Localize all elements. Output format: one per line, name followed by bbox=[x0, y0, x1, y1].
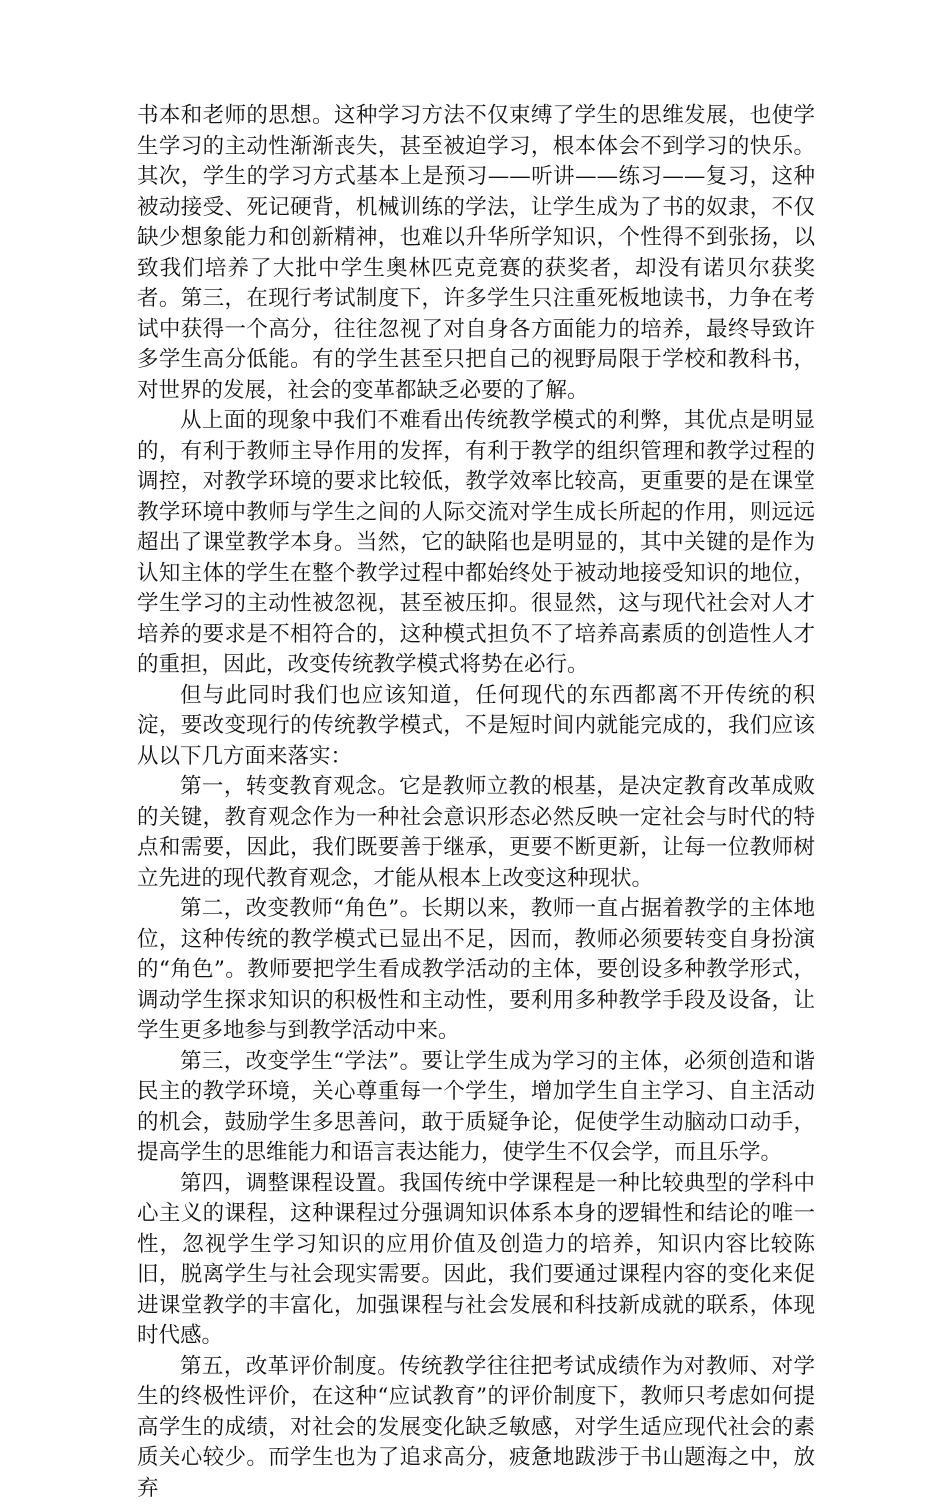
paragraph-traditional-model-analysis: 从上面的现象中我们不难看出传统教学模式的利弊，其优点是明显的，有利于教师主导作用的发挥，有利于教学的组织管理和教学过程的调控，对教学环境的要求比较低，教学效率比较高，更重要的是在课堂教学环境中教师与学生之间的人际交流对学生成长所起的作用，则远远超出了课堂教学本身。当然，它的缺陷也是明显的，其中关键的是作为认知主体的学生在整个教学过程中都始终处于被动地接受知识的地位，学生学习的主动性被忽视，甚至被压抑。很显然，这与现代社会对人才培养的要求是不相符合的，这种模式担负不了培养高素质的创造性人才的重担，因此，改变传统教学模式将势在必行。 bbox=[137, 406, 815, 681]
document-page bbox=[137, 101, 815, 1504]
paragraph-continuation: 书本和老师的思想。这种学习方法不仅束缚了学生的思维发展，也使学生学习的主动性渐渐丧失，甚至被迫学习，根本体会不到学习的快乐。其次，学生的学习方式基本上是预习——听讲——练习——复习，这种被动接受、死记硬背，机械训练的学法，让学生成为了书的奴隶，不仅缺少想象能力和创新精神，也难以升华所学知识，个性得不到张扬，以致我们培养了大批中学生奥林匹克竞赛的获奖者，却没有诺贝尔获奖者。第三，在现行考试制度下，许多学生只注重死板地读书，力争在考试中获得一个高分，往往忽视了对自身各方面能力的培养，最终导致许多学生高分低能。有的学生甚至只把自己的视野局限于学校和教科书，对世界的发展，社会的变革都缺乏必要的了解。 bbox=[137, 101, 815, 406]
paragraph-point-4: 第四，调整课程设置。我国传统中学课程是一种比较典型的学科中心主义的课程，这种课程过分强调知识体系本身的逻辑性和结论的唯一性，忽视学生学习知识的应用价值及创造力的培养，知识内容比较陈旧，脱离学生与社会现实需要。因此，我们要通过课程内容的变化来促进课堂教学的丰富化，加强课程与社会发展和科技新成就的联系，体现时代感。 bbox=[137, 1169, 815, 1352]
paragraph-point-2: 第二，改变教师“角色”。长期以来，教师一直占据着教学的主体地位，这种传统的教学模式已显出不足，因而，教师必须要转变自身扮演的“角色”。教师要把学生看成教学活动的主体，要创设多种教学形式，调动学生探求知识的积极性和主动性，要利用多种教学手段及设备，让学生更多地参与到教学活动中来。 bbox=[137, 894, 815, 1047]
paragraph-point-5: 第五，改革评价制度。传统教学往往把考试成绩作为对教师、对学生的终极性评价，在这种“应试教育”的评价制度下，教师只考虑如何提高学生的成绩，对社会的发展变化缺乏敏感，对学生适应现代社会的素质关心较少。而学生也为了追求高分，疲惫地跋涉于书山题海之中，放弃 bbox=[137, 1352, 815, 1504]
paragraph-point-3: 第三，改变学生“学法”。要让学生成为学习的主体，必须创造和谐民主的教学环境，关心尊重每一个学生，增加学生自主学习、自主活动的机会，鼓励学生多思善问，敢于质疑争论，促使学生动脑动口动手，提高学生的思维能力和语言表达能力，使学生不仅会学，而且乐学。 bbox=[137, 1047, 815, 1169]
paragraph-reform-intro: 但与此同时我们也应该知道，任何现代的东西都离不开传统的积淀，要改变现行的传统教学模式，不是短时间内就能完成的，我们应该从以下几方面来落实： bbox=[137, 681, 815, 773]
paragraph-point-1: 第一，转变教育观念。它是教师立教的根基，是决定教育改革成败的关键，教育观念作为一种社会意识形态必然反映一定社会与时代的特点和需要，因此，我们既要善于继承，更要不断更新，让每一位教师树立先进的现代教育观念，才能从根本上改变这种现状。 bbox=[137, 772, 815, 894]
